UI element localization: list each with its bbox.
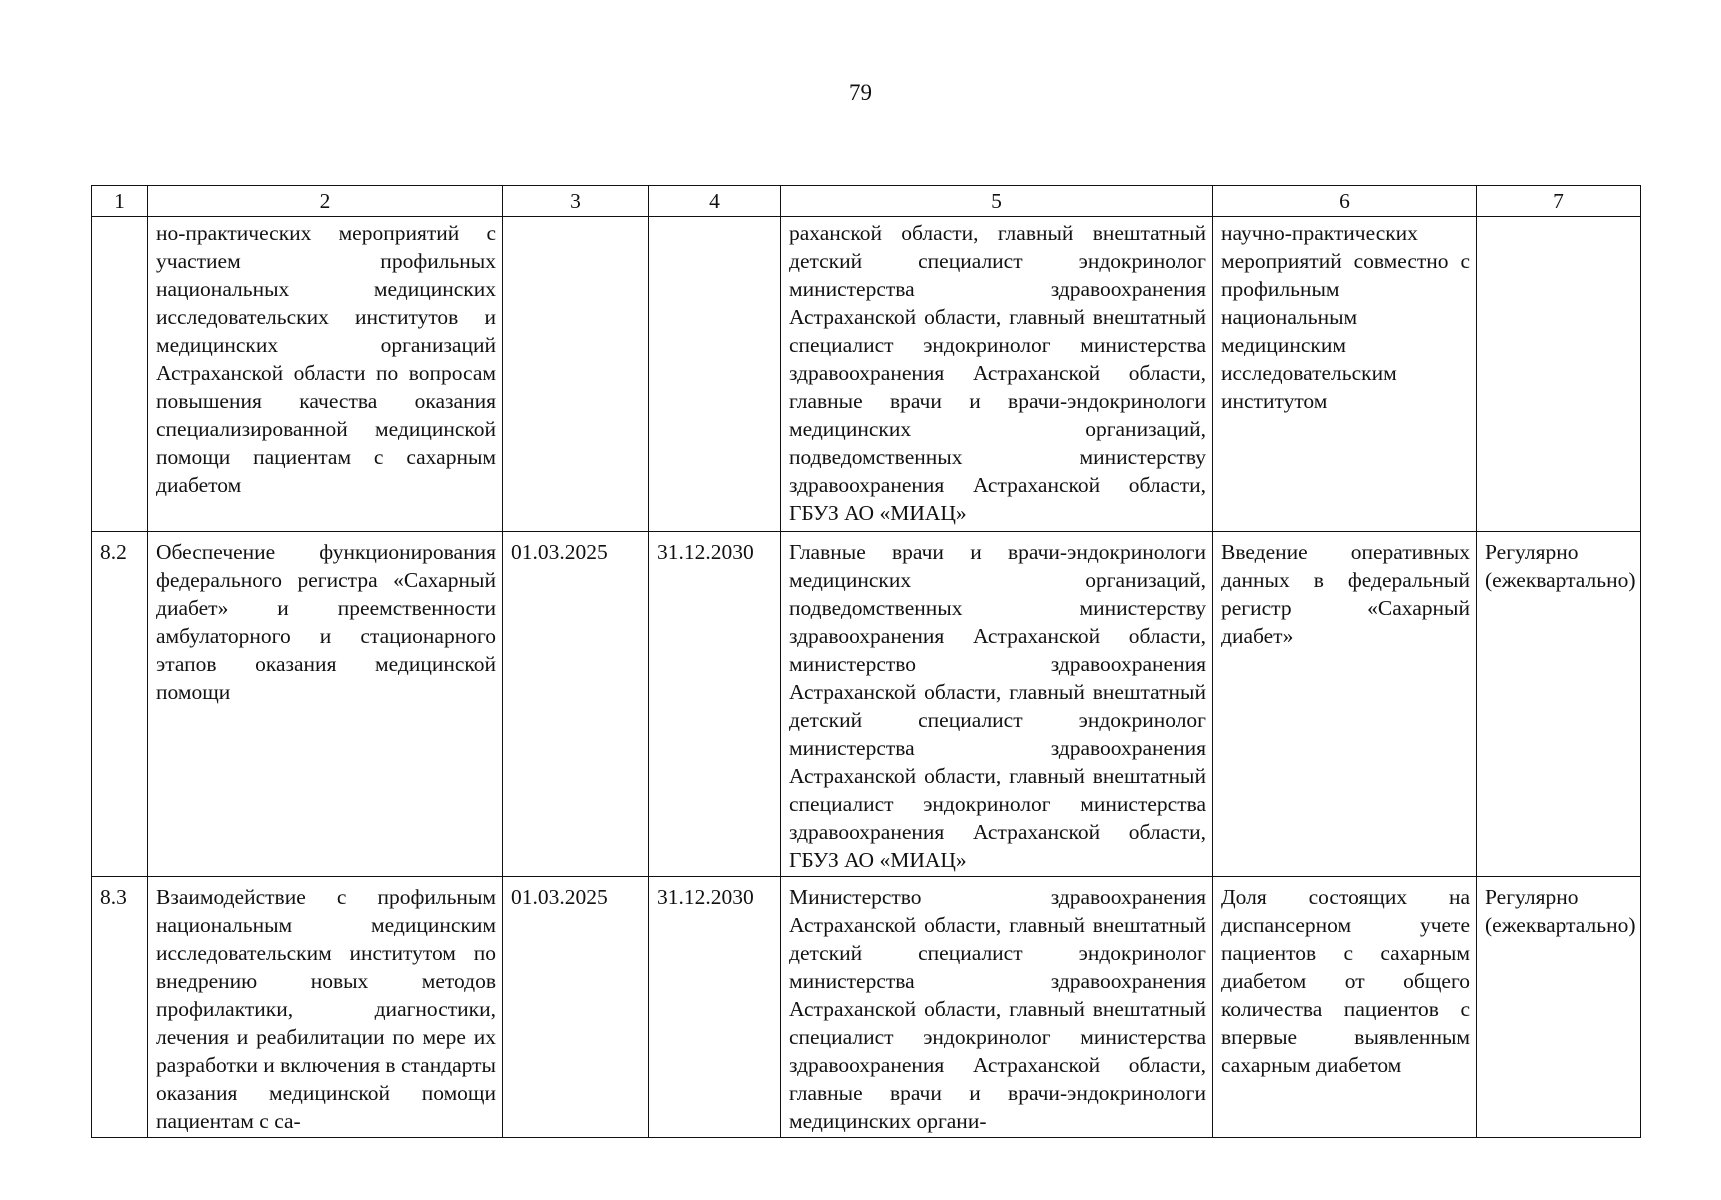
activity-cell: но-практических мероприятий с участием профильных национальных медицинских исследовательских институтов и медицинских организаций Астраханской области по вопросам повышения качества оказания специализированной медицинской помощи пациентам с сахарным диабетом: [148, 217, 503, 532]
column-header-7: 7: [1477, 186, 1641, 217]
end-date-cell: [649, 217, 781, 532]
start-date-cell: 01.03.2025: [503, 877, 649, 1138]
responsible-cell: раханской области, главный внештатный детский специалист эндокринолог министерства здравоохранения Астраханской области, главный внештатный специалист эндокринолог министерства здравоохранения Астраханской области, главные врачи и врачи-эндокринологи медицинских организаций, подведомственных министерству здравоохранения Астраханской области, ГБУЗ АО «МИАЦ»: [781, 217, 1213, 532]
frequency-cell: Регулярно (ежеквартально): [1477, 877, 1641, 1138]
frequency-cell: Регулярно (ежеквартально): [1477, 532, 1641, 877]
table-row: [92, 532, 1641, 877]
result-cell: научно-практических мероприятий совместно с профильным национальным медицинским исследовательским институтом: [1213, 217, 1477, 532]
column-header-4: 4: [649, 186, 781, 217]
row-number-cell: [92, 217, 148, 532]
start-date-cell: [503, 217, 649, 532]
activity-cell: Взаимодействие с профильным национальным медицинским исследовательским институтом по внедрению новых методов профилактики, диагностики, лечения и реабилитации по мере их разработки и включения в стандарты оказания медицинской помощи пациентам с са-: [148, 877, 503, 1138]
table-row: [92, 217, 1641, 532]
column-header-5: 5: [781, 186, 1213, 217]
responsible-cell: Главные врачи и врачи-эндокринологи медицинских организаций, подведомственных министерству здравоохранения Астраханской области, министерство здравоохранения Астраханской области, главный внештатный детский специалист эндокринолог министерства здравоохранения Астраханской области, главный внештатный специалист эндокринолог министерства здравоохранения Астраханской области, ГБУЗ АО «МИАЦ»: [781, 532, 1213, 877]
end-date-cell: 31.12.2030: [649, 532, 781, 877]
column-header-6: 6: [1213, 186, 1477, 217]
row-number-cell: 8.2: [92, 532, 148, 877]
activity-cell: Обеспечение функционирования федерального регистра «Сахарный диабет» и преемственности амбулаторного и стационарного этапов оказания медицинской помощи: [148, 532, 503, 877]
column-header-2: 2: [148, 186, 503, 217]
page-number: 79: [849, 80, 872, 105]
start-date-cell: 01.03.2025: [503, 532, 649, 877]
column-header-1: 1: [92, 186, 148, 217]
plan-table: [91, 185, 1641, 1138]
header-row: [92, 186, 1641, 217]
result-cell: Введение оперативных данных в федеральный регистр «Сахарный диабет»: [1213, 532, 1477, 877]
table-row: [92, 877, 1641, 1138]
result-cell: Доля состоящих на диспансерном учете пациентов с сахарным диабетом от общего количества пациентов с впервые выявленным сахарным диабетом: [1213, 877, 1477, 1138]
frequency-cell: [1477, 217, 1641, 532]
row-number-cell: 8.3: [92, 877, 148, 1138]
column-header-3: 3: [503, 186, 649, 217]
end-date-cell: 31.12.2030: [649, 877, 781, 1138]
responsible-cell: Министерство здравоохранения Астраханской области, главный внештатный детский специалист эндокринолог министерства здравоохранения Астраханской области, главный внештатный специалист эндокринолог министерства здравоохранения Астраханской области, главные врачи и врачи-эндокринологи медицинских органи-: [781, 877, 1213, 1138]
